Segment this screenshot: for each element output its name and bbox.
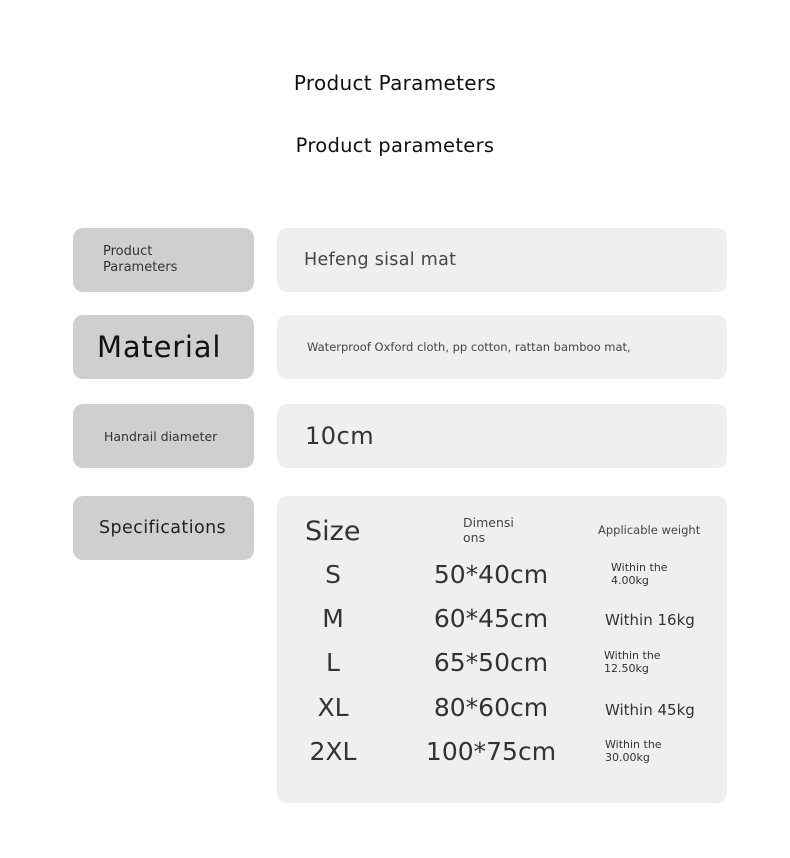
handrail-diameter-value: 10cm xyxy=(305,422,375,450)
spec-size: 2XL xyxy=(309,737,357,766)
spec-dimensions: 80*60cm xyxy=(433,693,549,722)
spec-weight: Within the 12.50kg xyxy=(604,649,661,675)
spec-size: M xyxy=(322,604,344,633)
product-name-value-box xyxy=(277,228,727,292)
material-value: Waterproof Oxford cloth, pp cotton, rattan bamboo mat, xyxy=(307,340,631,354)
weight-column-header: Applicable weight xyxy=(598,523,701,537)
material-value-box xyxy=(277,315,727,379)
product-parameters-label: Product Parameters xyxy=(103,244,178,275)
spec-dimensions: 50*40cm xyxy=(433,560,549,589)
spec-size: XL xyxy=(317,693,349,722)
spec-dimensions: 100*75cm xyxy=(425,737,557,766)
specifications-table xyxy=(277,496,727,803)
dimensions-column-header: Dimensi ons xyxy=(463,515,514,545)
handrail-diameter-label: Handrail diameter xyxy=(104,428,218,444)
spec-weight: Within the 4.00kg xyxy=(611,561,668,587)
handrail-diameter-label-box xyxy=(73,404,254,468)
material-label: Material xyxy=(97,330,222,364)
spec-weight: Within 16kg xyxy=(605,611,695,629)
spec-size: S xyxy=(325,560,341,589)
spec-weight: Within the 30.00kg xyxy=(605,738,662,764)
spec-weight: Within 45kg xyxy=(605,701,695,719)
size-column-header: Size xyxy=(305,516,361,547)
spec-dimensions: 60*45cm xyxy=(433,604,549,633)
specifications-label: Specifications xyxy=(99,518,227,538)
page-title: Product Parameters xyxy=(293,71,497,95)
page-subtitle: Product parameters xyxy=(295,134,495,157)
specifications-label-box xyxy=(73,496,254,560)
product-parameters-label-box xyxy=(73,228,254,292)
spec-size: L xyxy=(326,648,340,677)
product-name-value: Hefeng sisal mat xyxy=(304,250,457,270)
handrail-diameter-value-box xyxy=(277,404,727,468)
material-label-box xyxy=(73,315,254,379)
spec-dimensions: 65*50cm xyxy=(433,648,549,677)
